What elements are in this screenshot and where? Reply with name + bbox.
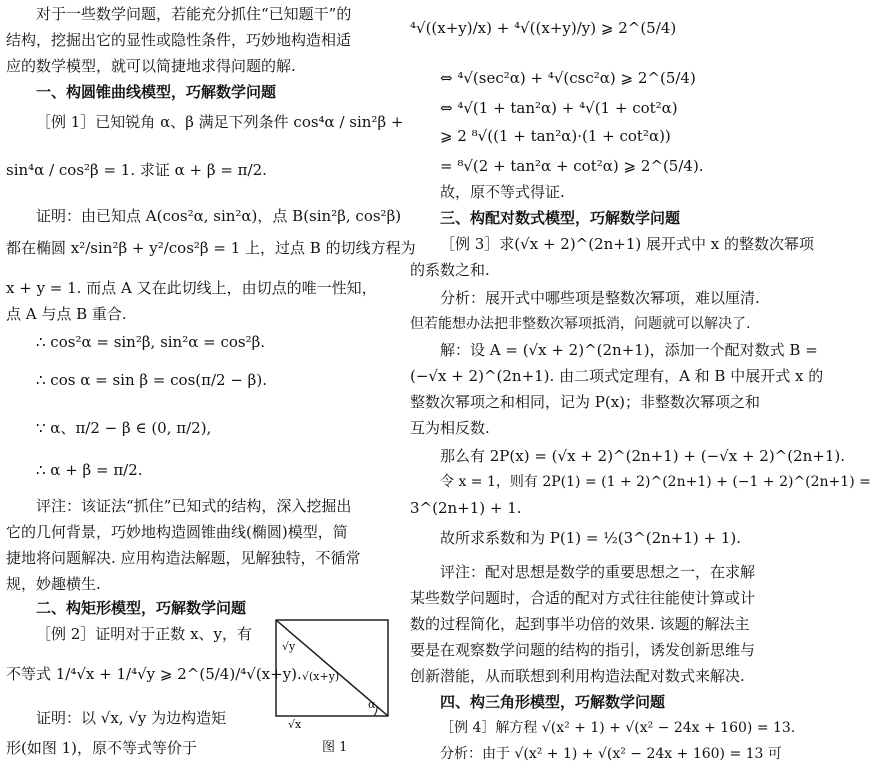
solution3-line: 整数次幂项之和相同，记为 P(x)；非整数次幂项之和 (410, 393, 761, 411)
left-column (6, 0, 416, 766)
right-column (410, 0, 871, 766)
label-sqrt-y: √y (282, 640, 296, 653)
solution3-line: 那么有 2P(x) = (√x + 2)^(2n+1) + (−√x + 2)^(2n+1). (440, 447, 846, 465)
intro-line: 结构，挖掘出它的显性或隐性条件，巧妙地构造相适 (6, 31, 352, 49)
section1-heading: 一、构圆锥曲线模型，巧解数学问题 (36, 83, 277, 101)
solution3-line: 故所求系数和为 P(1) = ½(3^(2n+1) + 1). (440, 529, 742, 547)
solution3-line: 互为相反数. (410, 419, 490, 437)
example3-line: 的系数之和. (410, 261, 490, 279)
intro-line: 对于一些数学问题，若能充分抓住“已知题干”的 (36, 5, 352, 23)
comment1-line: 评注：该证法“抓住”已知式的结构，深入挖掘出 (36, 497, 352, 515)
comment3-line: 某些数学问题时，合适的配对方式往往能使计算或计 (410, 589, 756, 607)
comment3-line: 数的过程简化，起到事半功倍的效果. 该题的解法主 (410, 615, 750, 633)
intro-line: 应的数学模型，就可以简捷地求得问题的解. (6, 57, 296, 75)
comment3-line: 评注：配对思想是数学的重要思想之一，在求解 (440, 563, 756, 581)
analysis3-line: 但若能想办法把非整数次幂项抵消，问题就可以解决了. (410, 316, 751, 332)
example2-line: 不等式 1/⁴√x + 1/⁴√y ⩾ 2^(5/4)/⁴√(x+y). (6, 665, 302, 683)
proof1-line: 都在椭圆 x²/sin²β + y²/cos²β = 1 上，过点 B 的切线方程为 (6, 239, 416, 257)
solution3-line: (−√x + 2)^(2n+1). 由二项式定理有，A 和 B 中展开式 x 的 (410, 367, 824, 385)
example4-line: ［例 4］解方程 √(x² + 1) + √(x² − 24x + 160) = 13. (440, 720, 796, 736)
example1-line: sin⁴α / cos²β = 1. 求证 α + β = π/2. (6, 161, 267, 179)
proof1-step: ∴ α + β = π/2. (36, 461, 143, 479)
proof1-line: x + y = 1. 而点 A 又在此切线上，由切点的唯一性知， (6, 279, 377, 297)
analysis4-line: 分析：由于 √(x² + 1) + √(x² − 24x + 160) = 13 可 (440, 746, 782, 762)
comment3-line: 要是在观察数学问题的结构的指引，诱发创新思维与 (410, 641, 756, 659)
proof1-line: 证明：由已知点 A(cos²α, sin²α)，点 B(sin²β, cos²β) (36, 207, 402, 225)
derivation-line: ⇔ ⁴√(sec²α) + ⁴√(csc²α) ⩾ 2^(5/4) (440, 69, 696, 87)
solution3-line: 3^(2n+1) + 1. (410, 499, 522, 517)
conclusion-line: 故，原不等式得证. (440, 183, 565, 201)
proof1-step: ∵ α、π/2 − β ∈ (0, π/2), (36, 419, 212, 437)
example3-line: ［例 3］求(√x + 2)^(2n+1) 展开式中 x 的整数次幂项 (440, 235, 815, 253)
derivation-line: = ⁸√(2 + tan²α + cot²α) ⩾ 2^(5/4). (440, 157, 704, 175)
section3-heading: 三、构配对数式模型，巧解数学问题 (440, 209, 681, 227)
derivation-line: ⇔ ⁴√(1 + tan²α) + ⁴√(1 + cot²α) (440, 99, 678, 117)
example2-line: ［例 2］证明对于正数 x、y，有 (36, 625, 253, 643)
derivation-line: ⩾ 2 ⁸√((1 + tan²α)·(1 + cot²α)) (440, 127, 671, 145)
solution3-line: 令 x = 1，则有 2P(1) = (1 + 2)^(2n+1) + (−1 + 2)^(2n+1) = (440, 474, 871, 490)
comment1-line: 规，妙趣横生. (6, 575, 101, 593)
proof2-line: 形(如图 1)，原不等式等价于 (6, 739, 198, 757)
comment1-line: 捷地将问题解决. 应用构造法解题，见解独特，不循常 (6, 549, 361, 567)
proof2-line: 证明：以 √x, √y 为边构造矩 (36, 709, 227, 727)
proof1-line: 点 A 与点 B 重合. (6, 305, 127, 323)
proof1-step: ∴ cos²α = sin²β, sin²α = cos²β. (36, 333, 266, 351)
section2-heading: 二、构矩形模型，巧解数学问题 (36, 599, 247, 617)
label-diagonal: √(x+y) (302, 670, 340, 683)
solution3-line: 解：设 A = (√x + 2)^(2n+1)，添加一个配对数式 B = (440, 341, 818, 359)
section4-heading: 四、构三角形模型，巧解数学问题 (440, 693, 666, 711)
comment1-line: 它的几何背景，巧妙地构造圆锥曲线(椭圆)模型，简 (6, 523, 348, 541)
label-sqrt-x: √x (288, 718, 302, 731)
example1-line: ［例 1］已知锐角 α、β 满足下列条件 cos⁴α / sin²β + (36, 113, 404, 131)
label-alpha: α (368, 698, 376, 711)
figure-caption: 图 1 (322, 740, 348, 755)
figure-1 (274, 618, 392, 755)
comment3-line: 创新潜能，从而联想到利用构造法配对数式来解决. (410, 667, 745, 685)
analysis3-line: 分析：展开式中哪些项是整数次幂项，难以厘清. (440, 289, 760, 307)
top-formula: ⁴√((x+y)/x) + ⁴√((x+y)/y) ⩾ 2^(5/4) (410, 19, 677, 37)
proof1-step: ∴ cos α = sin β = cos(π/2 − β). (36, 371, 267, 389)
